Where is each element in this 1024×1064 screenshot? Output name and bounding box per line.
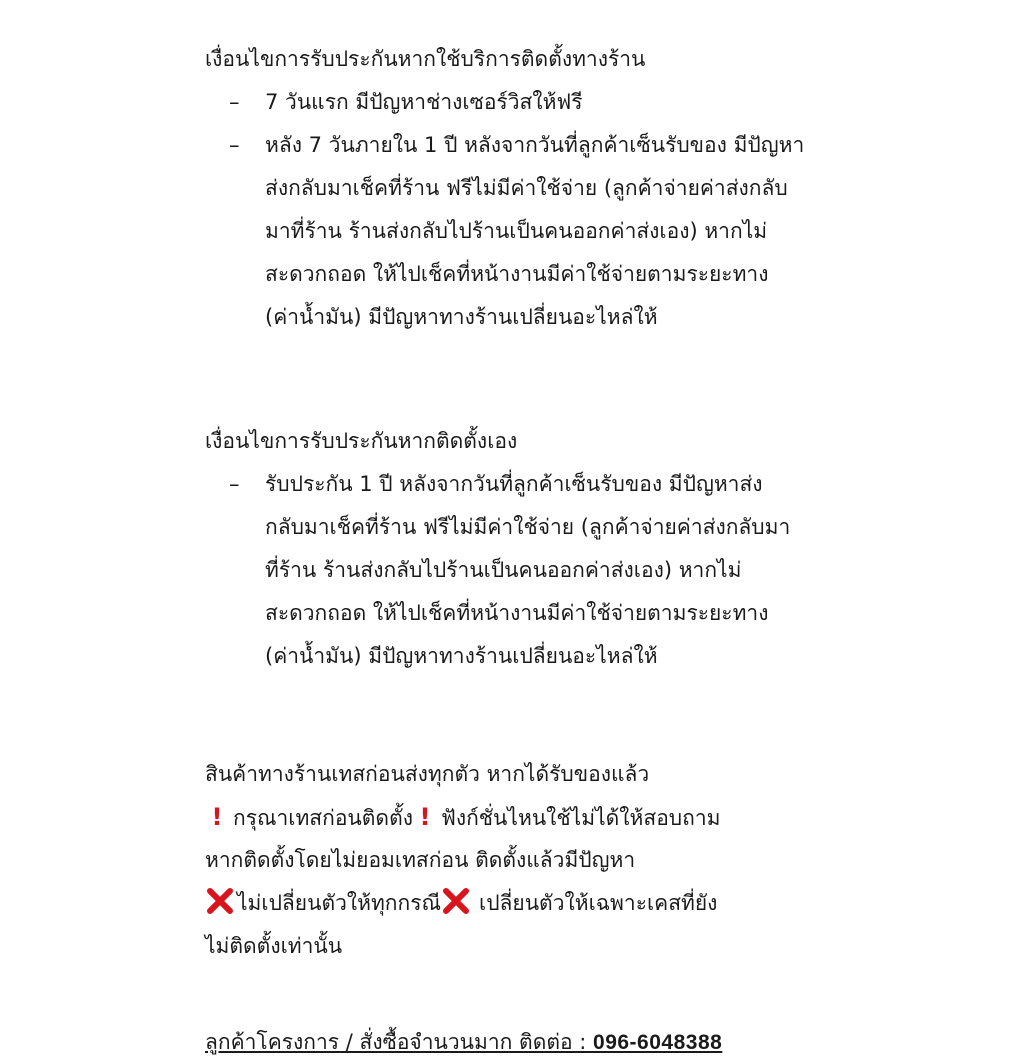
bullet-item [205, 124, 1005, 167]
bullet-text: หลัง 7 วันภายใน 1 ปี หลังจากวันที่ลูกค้าเซ็นรับของ มีปัญหา [265, 133, 805, 157]
notice-text: ไม่เปลี่ยนตัวให้ทุกกรณี [237, 891, 442, 915]
notice-text: เปลี่ยนตัวให้เฉพาะเคสที่ยัง [479, 891, 718, 915]
contact-label: ลูกค้าโครงการ / สั่งซื้อจำนวนมาก ติดต่อ : [205, 1030, 594, 1054]
warranty-document [205, 38, 1005, 1064]
notice-line-3: หากติดตั้งโดยไม่ยอมเทสก่อน ติดตั้งแล้วมีปัญหา [205, 848, 636, 872]
bullet-item [205, 463, 1005, 506]
bullet-text: 7 วันแรก มีปัญหาช่างเซอร์วิสให้ฟรี [265, 90, 583, 114]
bullet-dash: – [229, 472, 240, 496]
contact-phone[interactable]: 096-6048388 [593, 1031, 723, 1054]
notice-text: ฟังก์ชั่นไหนใช้ไม่ได้ให้สอบถาม [440, 806, 721, 830]
bullet-text-continued: (ค่าน้ำมัน) มีปัญหาทางร้านเปลี่ยนอะไหล่ให้ [265, 305, 658, 329]
bullet-text-continued: กลับมาเช็คที่ร้าน ฟรีไม่มีค่าใช้จ่าย (ลูกค้าจ่ายค่าส่งกลับมา [265, 515, 791, 539]
bullet-item [205, 81, 1005, 124]
notice-text: กรุณาเทสก่อนติดตั้ง [233, 806, 413, 830]
bullet-text-continued: มาที่ร้าน ร้านส่งกลับไปร้านเป็นคนออกค่าส่งเอง) หากไม่ [265, 219, 768, 243]
contact-line [205, 1021, 1005, 1064]
section2-heading: เงื่อนไขการรับประกันหากติดตั้งเอง [205, 429, 518, 453]
section1-heading: เงื่อนไขการรับประกันหากใช้บริการติดตั้งทางร้าน [205, 47, 646, 71]
cross-mark-icon [441, 886, 471, 916]
notice-line-1: สินค้าทางร้านเทสก่อนส่งทุกตัว หากได้รับของแล้ว [205, 762, 650, 786]
bullet-text-continued: (ค่าน้ำมัน) มีปัญหาทางร้านเปลี่ยนอะไหล่ให้ [265, 644, 658, 668]
bullet-text-continued: ที่ร้าน ร้านส่งกลับไปร้านเป็นคนออกค่าส่งเอง) หากไม่ [265, 558, 742, 582]
bullet-text: รับประกัน 1 ปี หลังจากวันที่ลูกค้าเซ็นรับของ มีปัญหาส่ง [265, 472, 763, 496]
notice-line-5: ไม่ติดตั้งเท่านั้น [205, 934, 343, 958]
cross-mark-icon [205, 886, 235, 916]
exclamation-icon: ! [211, 803, 223, 831]
bullet-text-continued: สะดวกถอด ให้ไปเช็คที่หน้างานมีค่าใช้จ่ายตามระยะทาง [265, 262, 769, 286]
bullet-dash: – [229, 133, 240, 157]
exclamation-icon: ! [419, 803, 431, 831]
bullet-dash: – [229, 90, 240, 114]
bullet-text-continued: ส่งกลับมาเช็คที่ร้าน ฟรีไม่มีค่าใช้จ่าย (ลูกค้าจ่ายค่าส่งกลับ [265, 176, 788, 200]
notice-line-2 [205, 796, 1005, 839]
bullet-text-continued: สะดวกถอด ให้ไปเช็คที่หน้างานมีค่าใช้จ่ายตามระยะทาง [265, 601, 769, 625]
notice-line-4 [205, 882, 1005, 925]
